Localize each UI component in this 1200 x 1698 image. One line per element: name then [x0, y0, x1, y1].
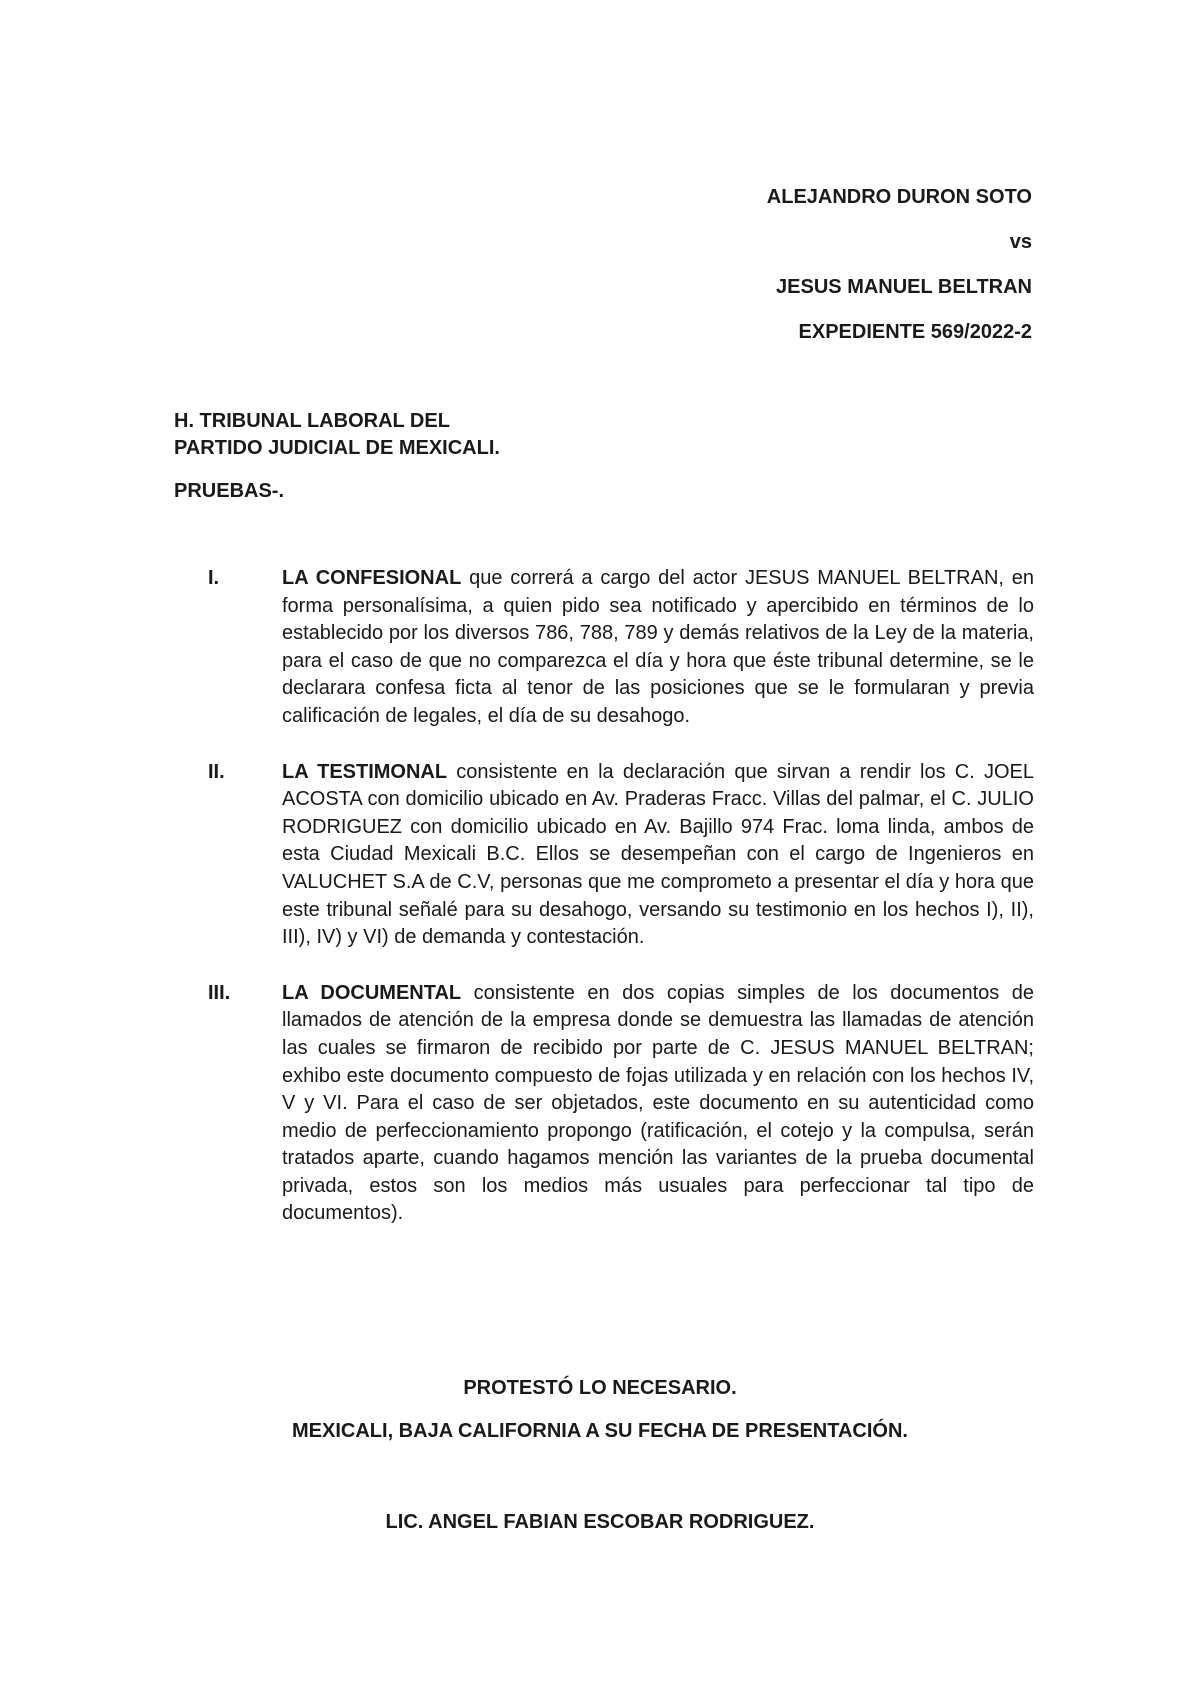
evidence-item-testimonal: [174, 759, 1034, 952]
section-title: PRUEBAS-.: [174, 480, 285, 502]
evidence-item-confesional: [174, 565, 1034, 731]
item-heading: LA TESTIMONAL: [282, 760, 448, 783]
item-text: que correrá a cargo del actor JESUS MANUEL BELTRAN, en forma personalísima, a quien pido sea notificado y apercibido en términos de lo establecido por los diversos 786, 788, 789 y demás relativos de la Ley de la materia, para el caso de que no comparezca el día y hora que éste tribunal determine, se le declarara confesa ficta al tenor de las posiciones que se le formularan y previa calificación de legales, el día de su desahogo.: [282, 567, 1034, 727]
item-body: [282, 980, 1034, 1228]
item-number: II.: [208, 760, 225, 783]
signatory-name: LIC. ANGEL FABIAN ESCOBAR RODRIGUEZ.: [385, 1511, 815, 1533]
addressee-line-2: PARTIDO JUDICIAL DE MEXICALI.: [174, 437, 500, 459]
item-heading: LA CONFESIONAL: [282, 567, 462, 589]
defendant-name: JESUS MANUEL BELTRAN: [776, 276, 1032, 298]
versus-label: vs: [1009, 231, 1032, 253]
item-body: [282, 759, 1034, 952]
addressee-block: [174, 408, 500, 462]
actor-name: ALEJANDRO DURON SOTO: [766, 186, 1032, 208]
case-number: EXPEDIENTE 569/2022-2: [798, 321, 1032, 343]
protest-statement: PROTESTÓ LO NECESARIO.: [463, 1377, 737, 1399]
place-date-line: MEXICALI, BAJA CALIFORNIA A SU FECHA DE PRESENTACIÓN.: [292, 1420, 908, 1442]
item-number: III.: [208, 981, 231, 1004]
item-text: consistente en dos copias simples de los documentos de llamados de atención de la empresa donde se demuestra las llamadas de atención las cuales se firmaron de recibido por parte de C. JESUS MANUEL BELTRAN; exhibo este documento compuesto de fojas utilizada y en relación con los hechos IV, V y VI. Para el caso de ser objetados, este documento en su autenticidad como medio de perfeccionamiento propongo (ratificación, el cotejo y la compulsa, serán tratados aparte, cuando hagamos mención las variantes de la prueba documental privada, estos son los medios más usuales para perfeccionar tal tipo de documentos).: [282, 981, 1034, 1225]
case-caption: [532, 186, 1032, 366]
item-body: [282, 565, 1034, 731]
evidence-item-documental: [174, 980, 1034, 1228]
evidence-list: [174, 565, 1034, 1256]
item-number: I.: [208, 567, 220, 589]
item-text: consistente en la declaración que sirvan a rendir los C. JOEL ACOSTA con domicilio ubicado en Av. Praderas Fracc. Villas del palmar, el C. JULIO RODRIGUEZ con domicilio ubicado en Av. Bajillo 974 Frac. loma linda, ambos de esta Ciudad Mexicali B.C. Ellos se desempeñan con el cargo de Ingenieros en VALUCHET S.A de C.V, personas que me comprometo a presentar el día y hora que este tribunal señalé para su desahogo, versando su testimonio en los hechos I), II), III), IV) y VI) de demanda y contestación.: [282, 760, 1035, 949]
item-heading: LA DOCUMENTAL: [282, 981, 462, 1004]
addressee-line-1: H. TRIBUNAL LABORAL DEL: [174, 410, 450, 432]
